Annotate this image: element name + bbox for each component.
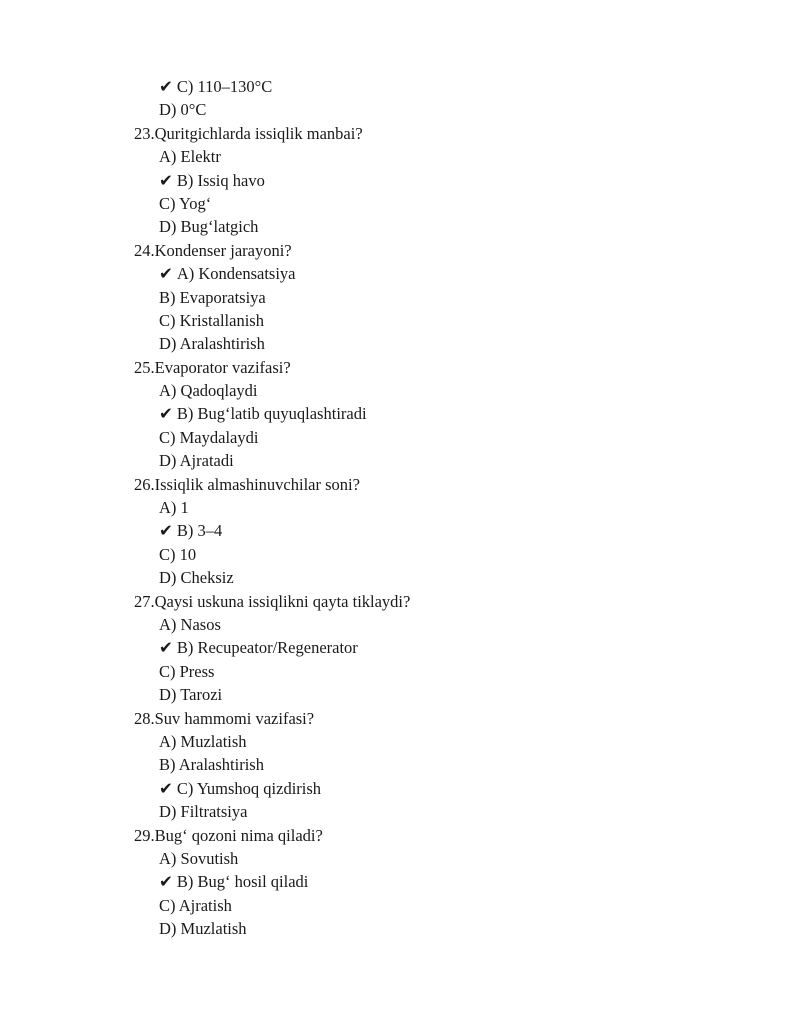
question-number: 28.	[134, 708, 155, 728]
question-line	[0, 356, 800, 379]
question-line	[0, 707, 800, 730]
answer-option	[0, 753, 800, 776]
document-page	[0, 75, 800, 940]
answer-option	[0, 286, 800, 309]
option-text: B) Issiq havo	[176, 170, 265, 190]
answer-option	[0, 800, 800, 823]
checkmark-icon: ✔	[159, 638, 173, 658]
option-text: D) Aralashtirish	[159, 334, 265, 354]
answer-option-correct	[0, 75, 800, 98]
option-text: B) Bug‘ hosil qiladi	[176, 872, 309, 892]
question-text: Evaporator vazifasi?	[154, 357, 291, 377]
option-text: A) Muzlatish	[159, 731, 247, 751]
checkmark-icon: ✔	[159, 521, 173, 541]
option-text: D) Filtratsiya	[159, 802, 248, 822]
answer-option-correct	[0, 636, 800, 659]
question-number: 27.	[134, 591, 155, 611]
answer-option	[0, 215, 800, 238]
checkmark-icon: ✔	[159, 404, 173, 424]
option-text: A) Elektr	[159, 147, 221, 167]
option-text: A) Qadoqlaydi	[159, 381, 258, 401]
option-text: C) Ajratish	[159, 895, 232, 915]
answer-option-correct	[0, 169, 800, 192]
question-text: Suv hammomi vazifasi?	[154, 708, 315, 728]
question-line	[0, 590, 800, 613]
question-number: 26.	[134, 474, 155, 494]
question-line	[0, 473, 800, 496]
answer-option	[0, 426, 800, 449]
option-text: D) Ajratadi	[159, 451, 234, 471]
option-text: B) 3–4	[176, 521, 223, 541]
option-text: C) Kristallanish	[159, 310, 264, 330]
question-text: Quritgichlarda issiqlik manbai?	[154, 123, 363, 143]
option-text: A) 1	[159, 498, 189, 518]
option-text: C) Yog‘	[159, 193, 212, 213]
option-text: B) Recupeator/Regenerator	[176, 638, 358, 658]
option-text: B) Evaporatsiya	[159, 287, 266, 307]
answer-option-correct	[0, 262, 800, 285]
answer-option	[0, 449, 800, 472]
question-number: 25.	[134, 357, 155, 377]
answer-option	[0, 660, 800, 683]
answer-option	[0, 496, 800, 519]
option-text: C) 110–130°C	[176, 77, 273, 96]
question-text: Bug‘ qozoni nima qiladi?	[154, 825, 323, 845]
option-text: C) Yumshoq qizdirish	[176, 778, 322, 798]
question-text: Kondenser jarayoni?	[154, 240, 292, 260]
option-text: D) 0°C	[159, 100, 207, 120]
option-text: A) Kondensatsiya	[176, 264, 296, 284]
option-text: C) 10	[159, 544, 197, 564]
option-text: D) Cheksiz	[159, 568, 234, 588]
checkmark-icon: ✔	[159, 778, 173, 798]
question-number: 24.	[134, 240, 155, 260]
option-text: A) Sovutish	[159, 848, 239, 868]
answer-option	[0, 379, 800, 402]
answer-option	[0, 847, 800, 870]
answer-option	[0, 683, 800, 706]
option-text: D) Tarozi	[159, 685, 223, 705]
answer-option	[0, 332, 800, 355]
question-line	[0, 239, 800, 262]
answer-option	[0, 566, 800, 589]
option-text: D) Muzlatish	[159, 919, 247, 939]
answer-option	[0, 613, 800, 636]
option-text: B) Bug‘latib quyuqlashtiradi	[176, 404, 367, 424]
answer-option	[0, 917, 800, 940]
question-line	[0, 824, 800, 847]
option-text: C) Press	[159, 661, 215, 681]
checkmark-icon: ✔	[159, 264, 173, 284]
checkmark-icon: ✔	[159, 170, 173, 190]
answer-option	[0, 309, 800, 332]
question-line	[0, 122, 800, 145]
option-text: B) Aralashtirish	[159, 755, 264, 775]
question-number: 23.	[134, 123, 155, 143]
answer-option	[0, 145, 800, 168]
answer-option	[0, 730, 800, 753]
question-text: Qaysi uskuna issiqlikni qayta tiklaydi?	[154, 591, 411, 611]
answer-option-correct	[0, 777, 800, 800]
answer-option-correct	[0, 870, 800, 893]
answer-option-correct	[0, 519, 800, 542]
answer-option	[0, 192, 800, 215]
option-text: D) Bug‘latgich	[159, 217, 259, 237]
checkmark-icon: ✔	[159, 77, 173, 96]
answer-option	[0, 894, 800, 917]
answer-option	[0, 98, 800, 121]
option-text: A) Nasos	[159, 614, 221, 634]
question-number: 29.	[134, 825, 155, 845]
option-text: C) Maydalaydi	[159, 427, 259, 447]
question-text: Issiqlik almashinuvchilar soni?	[154, 474, 360, 494]
answer-option-correct	[0, 402, 800, 425]
answer-option	[0, 543, 800, 566]
checkmark-icon: ✔	[159, 872, 173, 892]
